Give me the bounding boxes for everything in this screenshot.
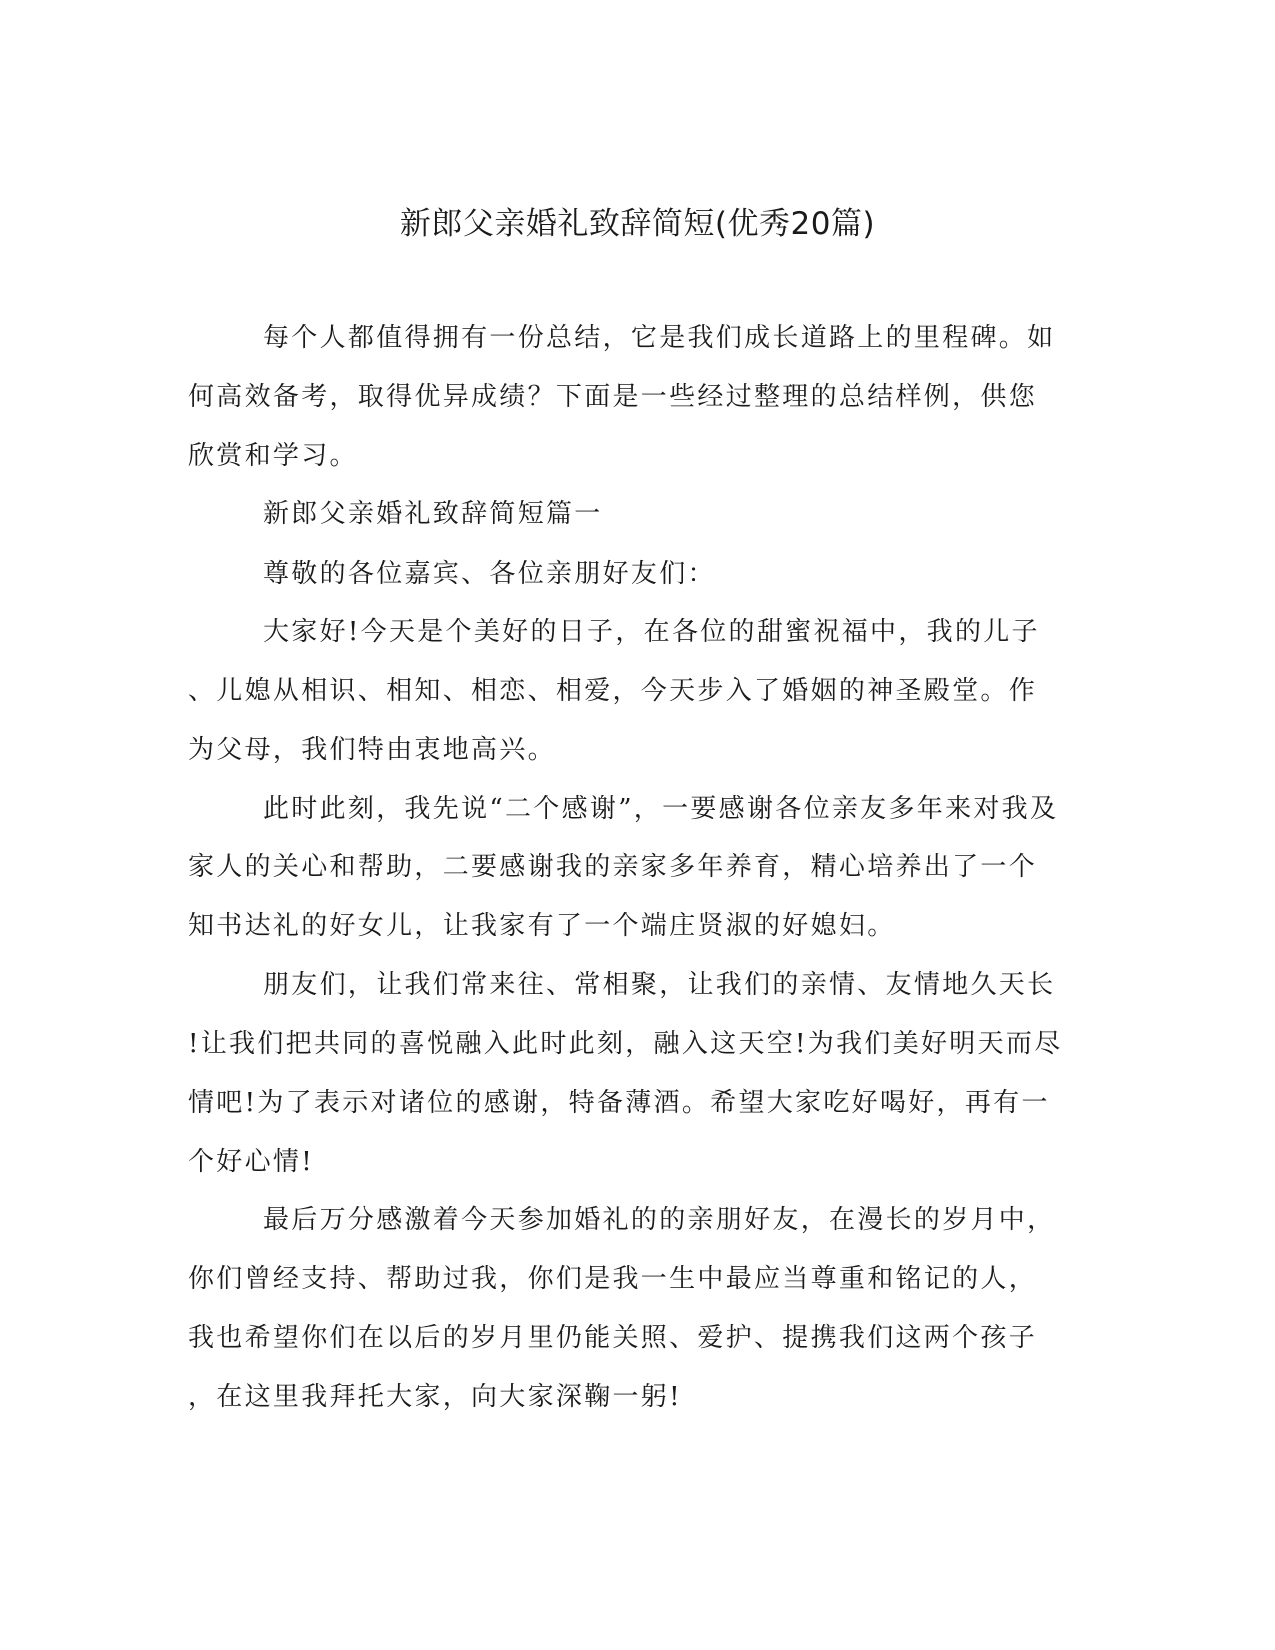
paragraph-line: !让我们把共同的喜悦融入此时此刻，融入这天空!为我们美好明天而尽 — [188, 1029, 1063, 1059]
paragraph-line: 我也希望你们在以后的岁月里仍能关照、爱护、提携我们这两个孩子 — [188, 1323, 1038, 1353]
paragraph-line: 为父母，我们特由衷地高兴。 — [188, 735, 556, 765]
paragraph-line: 欣赏和学习。 — [188, 441, 358, 471]
section-heading: 新郎父亲婚礼致辞简短篇一 — [263, 499, 603, 529]
salutation-line: 尊敬的各位嘉宾、各位亲朋好友们： — [263, 559, 716, 589]
paragraph-line: 何高效备考，取得优异成绩？下面是一些经过整理的总结样例，供您 — [188, 382, 1038, 412]
paragraph-line: 朋友们，让我们常来往、常相聚，让我们的亲情、友情地久天长 — [263, 970, 1056, 1000]
paragraph-line: 个好心情! — [188, 1147, 314, 1177]
paragraph-line: 知书达礼的好女儿，让我家有了一个端庄贤淑的好媳妇。 — [188, 911, 896, 941]
paragraph-line: 情吧!为了表示对诸位的感谢，特备薄酒。希望大家吃好喝好，再有一 — [188, 1088, 1050, 1118]
paragraph-line: 家人的关心和帮助，二要感谢我的亲家多年养育，精心培养出了一个 — [188, 852, 1038, 882]
paragraph-line: 你们曾经支持、帮助过我，你们是我一生中最应当尊重和铭记的人， — [188, 1264, 1038, 1294]
paragraph-line: 最后万分感激着今天参加婚礼的的亲朋好友，在漫长的岁月中， — [263, 1205, 1056, 1235]
document-title: 新郎父亲婚礼致辞简短(优秀20篇) — [399, 206, 876, 242]
paragraph-line: 此时此刻，我先说“二个感谢”，一要感谢各位亲友多年来对我及 — [263, 794, 1059, 824]
paragraph-line: 每个人都值得拥有一份总结，它是我们成长道路上的里程碑。如 — [263, 323, 1056, 353]
paragraph-line: 、儿媳从相识、相知、相恋、相爱，今天步入了婚姻的神圣殿堂。作 — [188, 676, 1038, 706]
paragraph-line: 大家好!今天是个美好的日子，在各位的甜蜜祝福中，我的儿子 — [263, 617, 1040, 647]
paragraph-line: ，在这里我拜托大家，向大家深鞠一躬! — [188, 1382, 682, 1412]
